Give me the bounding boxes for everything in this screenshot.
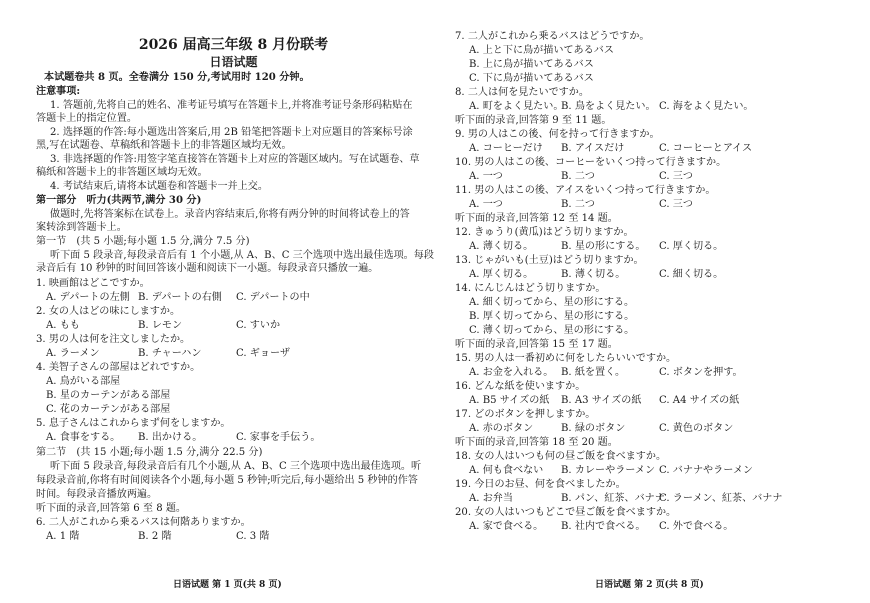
q4-option-a: A. 鳥がいる部屋 <box>46 376 121 387</box>
q2-option-a: A. もも <box>46 320 80 331</box>
q19-option-a: A. お弁当 <box>469 493 513 504</box>
q6-option-a: A. 1 階 <box>46 531 80 542</box>
q8-option-a: A. 町をよく見たい。 <box>469 101 564 112</box>
question-5: 5. 息子さんはこれからまず何をしますか。 <box>36 418 231 429</box>
question-18: 18. 女の人はいつも何の昼ご飯を食べますか。 <box>455 451 667 462</box>
note-line: 1. 答题前,先将自己的姓名、准考证号填写在答题卡上,并将准考证号条形码粘贴在 <box>50 100 413 111</box>
note-line: 2. 选择题的作答:每小题选出答案后,用 2B 铅笔把答题卡上对应题目的答案标号涂 <box>50 127 413 138</box>
section-2-heading: 第二节 (共 15 小题;每小题 1.5 分,满分 22.5 分) <box>36 447 263 458</box>
question-1: 1. 映画館はどこですか。 <box>36 278 150 289</box>
q19-option-b: B. パン、紅茶、バナナ <box>561 493 665 504</box>
q13-option-b: B. 薄く切る。 <box>561 269 626 280</box>
q9-option-c: C. コーヒーとアイス <box>659 143 753 154</box>
question-20: 20. 女の人はいつもどこで昼ご飯を食べますか。 <box>455 507 677 518</box>
section-1-heading: 第一节 (共 5 小题;每小题 1.5 分,满分 7.5 分) <box>36 236 250 247</box>
part-1-desc: 案转涂到答题卡上。 <box>36 222 127 233</box>
question-11: 11. 男の人はこの後、アイスをいくつ持って行きますか。 <box>455 185 716 196</box>
q5-option-b: B. 出かける。 <box>138 432 203 443</box>
q16-option-c: C. A4 サイズの紙 <box>659 395 740 406</box>
section-2-desc: 每段录音前,你将有时间阅读各个小题,每小题 5 秒钟;听完后,每小题给出 5 秒钟的作答 <box>36 475 418 486</box>
question-7: 7. 二人がこれから乗るバスはどうですか。 <box>455 31 650 42</box>
q18-option-b: B. カレーやラーメン <box>561 465 656 476</box>
q6-option-c: C. 3 階 <box>236 531 270 542</box>
q11-option-a: A. 一つ <box>469 199 503 210</box>
question-19: 19. 今日のお昼、何を食べましたか。 <box>455 479 626 490</box>
q15-option-a: A. お金を入れる。 <box>469 367 554 378</box>
q10-option-c: C. 三つ <box>659 171 693 182</box>
q13-option-c: C. 細く切る。 <box>659 269 724 280</box>
question-2: 2. 女の人はどの味にしますか。 <box>36 306 181 317</box>
q18-option-a: A. 何も食べない <box>469 465 544 476</box>
q10-option-b: B. 二つ <box>561 171 596 182</box>
page-footer: 日语试题 第 1 页(共 8 页) <box>173 580 282 590</box>
q3-option-c: C. ギョーザ <box>236 348 291 359</box>
note-line: 稿纸和答题卡上的非答题区域均无效。 <box>36 167 208 178</box>
q14-option-a: A. 細く切ってから、星の形にする。 <box>469 297 635 308</box>
question-4: 4. 美智子さんの部屋はどれですか。 <box>36 362 201 373</box>
note-line: 答题卡上的指定位置。 <box>36 113 137 124</box>
section-2-desc: 时间。每段录音播放两遍。 <box>36 489 158 500</box>
section-1-desc: 听下面 5 段录音,每段录音后有 1 个小题,从 A、B、C 三个选项中选出最佳选项。每段 <box>50 250 434 261</box>
note-line: 4. 考试结束后,请将本试题卷和答题卡一并上交。 <box>50 181 268 192</box>
q7-option-c: C. 下に鳥が描いてあるバス <box>469 73 594 84</box>
question-8: 8. 二人は何を見たいですか。 <box>455 87 589 98</box>
q11-option-b: B. 二つ <box>561 199 596 210</box>
section-2-desc: 听下面 5 段录音,每段录音后有几个小题,从 A、B、C 三个选项中选出最佳选项。听 <box>50 461 422 472</box>
q3-option-a: A. ラーメン <box>46 348 100 359</box>
q12-option-a: A. 薄く切る。 <box>469 241 534 252</box>
listening-intro: 听下面的录音,回答第 9 至 11 题。 <box>455 115 612 126</box>
q1-option-a: A. デパートの左側 <box>46 292 130 303</box>
listening-intro: 听下面的录音,回答第 12 至 14 题。 <box>455 213 618 224</box>
q1-option-b: B. デパートの右側 <box>138 292 222 303</box>
q9-option-a: A. コーヒーだけ <box>469 143 543 154</box>
q19-option-c: C. ラーメン、紅茶、バナナ <box>659 493 783 504</box>
q1-option-c: C. デパートの中 <box>236 292 310 303</box>
q4-option-c: C. 花のカーテンがある部屋 <box>46 404 171 415</box>
question-12: 12. きゅうり(黄瓜)はどう切りますか。 <box>455 227 634 238</box>
question-17: 17. どのボタンを押しますか。 <box>455 409 596 420</box>
q15-option-c: C. ボタンを押す。 <box>659 367 743 378</box>
question-10: 10. 男の人はこの後、コーヒーをいくつ持って行きますか。 <box>455 157 727 168</box>
q11-option-c: C. 三つ <box>659 199 693 210</box>
question-3: 3. 男の人は何を注文しましたか。 <box>36 334 191 345</box>
exam-info: 本试题卷共 8 页。全卷满分 150 分,考试用时 120 分钟。 <box>44 72 310 83</box>
q12-option-c: C. 厚く切る。 <box>659 241 724 252</box>
question-9: 9. 男の人はこの後、何を持って行きますか。 <box>455 129 660 140</box>
q17-option-b: B. 緑のボタン <box>561 423 626 434</box>
q20-option-b: B. 社内で食べる。 <box>561 521 646 532</box>
note-line: 黑,写在试题卷、草稿纸和答题卡上的非答题区域均无效。 <box>36 140 292 151</box>
page-footer: 日语试题 第 2 页(共 8 页) <box>595 580 704 590</box>
q9-option-b: B. アイスだけ <box>561 143 625 154</box>
q2-option-c: C. すいか <box>236 320 281 331</box>
q13-option-a: A. 厚く切る。 <box>469 269 534 280</box>
question-13: 13. じゃがいも(土豆)はどう切りますか。 <box>455 255 644 266</box>
q20-option-a: A. 家で食べる。 <box>469 521 544 532</box>
q15-option-b: B. 紙を置く。 <box>561 367 626 378</box>
question-6: 6. 二人がこれから乗るバスは何階ありますか。 <box>36 517 251 528</box>
q6-option-b: B. 2 階 <box>138 531 172 542</box>
q16-option-b: B. A3 サイズの紙 <box>561 395 642 406</box>
q18-option-c: C. バナナやラーメン <box>659 465 754 476</box>
listening-intro: 听下面的录音,回答第 6 至 8 题。 <box>36 503 187 514</box>
part-1-desc: 做题时,先将答案标在试卷上。录音内容结束后,你将有两分钟的时间将试卷上的答 <box>50 209 410 220</box>
part-1-heading: 第一部分 听力(共两节,满分 30 分) <box>36 195 202 206</box>
notes-heading: 注意事项: <box>36 86 81 97</box>
q20-option-c: C. 外で食べる。 <box>659 521 734 532</box>
q14-option-c: C. 薄く切ってから、星の形にする。 <box>469 325 635 336</box>
q10-option-a: A. 一つ <box>469 171 503 182</box>
q7-option-a: A. 上と下に鳥が描いてあるバス <box>469 45 614 56</box>
q8-option-b: B. 鳥をよく見たい。 <box>561 101 656 112</box>
listening-intro: 听下面的录音,回答第 15 至 17 题。 <box>455 339 618 350</box>
q12-option-b: B. 星の形にする。 <box>561 241 646 252</box>
q2-option-b: B. レモン <box>138 320 183 331</box>
q14-option-b: B. 厚く切ってから、星の形にする。 <box>469 311 635 322</box>
q7-option-b: B. 上に鳥が描いてあるバス <box>469 59 594 70</box>
listening-intro: 听下面的录音,回答第 18 至 20 题。 <box>455 437 618 448</box>
q4-option-b: B. 星のカーテンがある部屋 <box>46 390 171 401</box>
q17-option-c: C. 黄色のボタン <box>659 423 734 434</box>
q5-option-a: A. 食事をする。 <box>46 432 121 443</box>
q16-option-a: A. B5 サイズの紙 <box>469 395 550 406</box>
q3-option-b: B. チャーハン <box>138 348 202 359</box>
question-15: 15. 男の人は一番初めに何をしたらいいですか。 <box>455 353 677 364</box>
section-1-desc: 录音后有 10 秒钟的时间回答该小题和阅读下一小题。每段录音只播放一遍。 <box>36 263 379 274</box>
exam-subtitle: 日语试题 <box>209 55 258 69</box>
question-14: 14. にんじんはどう切りますか。 <box>455 283 606 294</box>
q17-option-a: A. 赤のボタン <box>469 423 534 434</box>
exam-title: 2026 届高三年级 8 月份联考 <box>138 37 329 53</box>
q8-option-c: C. 海をよく見たい。 <box>659 101 754 112</box>
question-16: 16. どんな紙を使いますか。 <box>455 381 586 392</box>
note-line: 3. 非选择题的作答:用签字笔直接答在答题卡上对应的答题区域内。写在试题卷、草 <box>50 154 420 165</box>
q5-option-c: C. 家事を手伝う。 <box>236 432 321 443</box>
